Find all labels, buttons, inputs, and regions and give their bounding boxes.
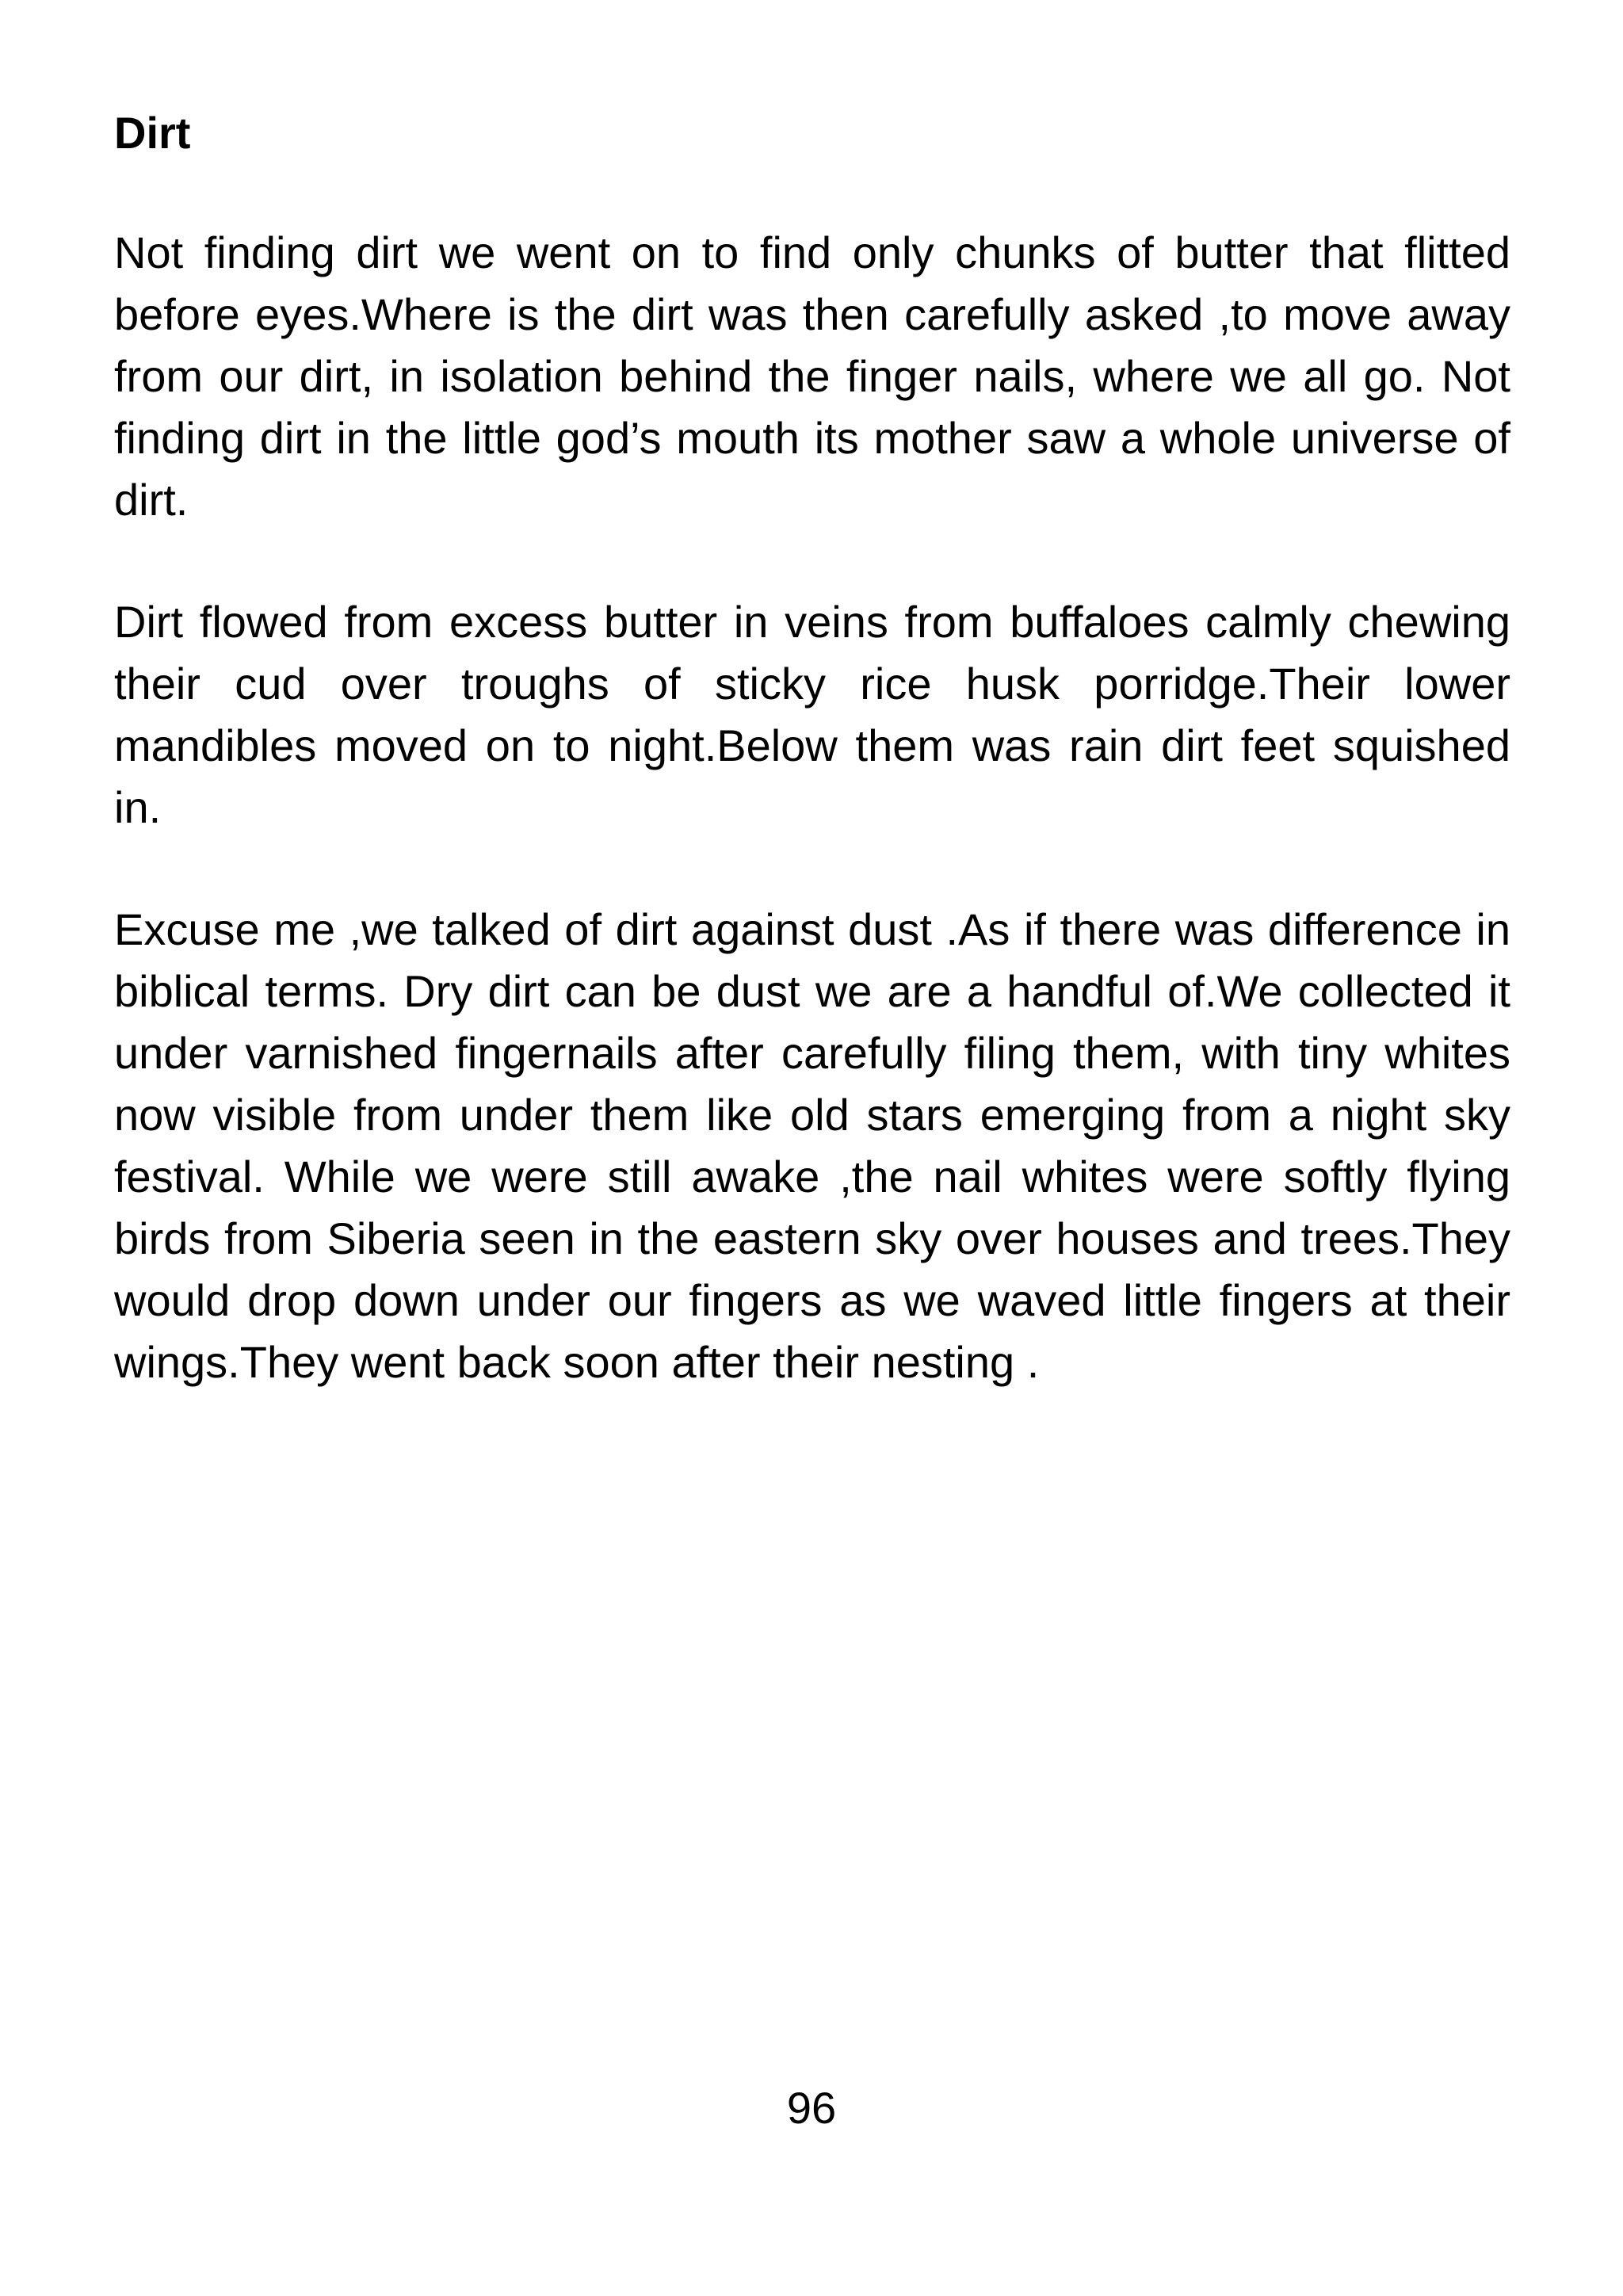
page-number: 96 [786, 2083, 837, 2133]
page-title: Dirt [114, 108, 191, 158]
paragraph-1: Not finding dirt we went on to find only chunks of butter that flitted before eyes.Where is the dirt was then carefully asked ,to move away from our dirt, in isolation behind the finger nails, where we all go. Not finding dirt in the little god’s mouth its mother saw a whole universe of dirt. [114, 227, 1510, 525]
body-text [114, 222, 1510, 1454]
paragraph-3: Excuse me ,we talked of dirt against dust .As if there was difference in biblical terms. Dry dirt can be dust we are a handful of.We collected it under varnished fingernails after carefully filing them, with tiny whites now visible from under them like old stars emerging from a night sky festival. While we were still awake ,the nail whites were softly flying birds from Siberia seen in the eastern sky over houses and trees.They would drop down under our fingers as we waved little fingers at their wings.They went back soon after their nesting . [114, 904, 1510, 1387]
paragraph-2: Dirt flowed from excess butter in veins from buffaloes calmly chewing their cud over troughs of sticky rice husk porridge.Their lower mandibles moved on to night.Below them was rain dirt feet squished in. [114, 597, 1510, 832]
